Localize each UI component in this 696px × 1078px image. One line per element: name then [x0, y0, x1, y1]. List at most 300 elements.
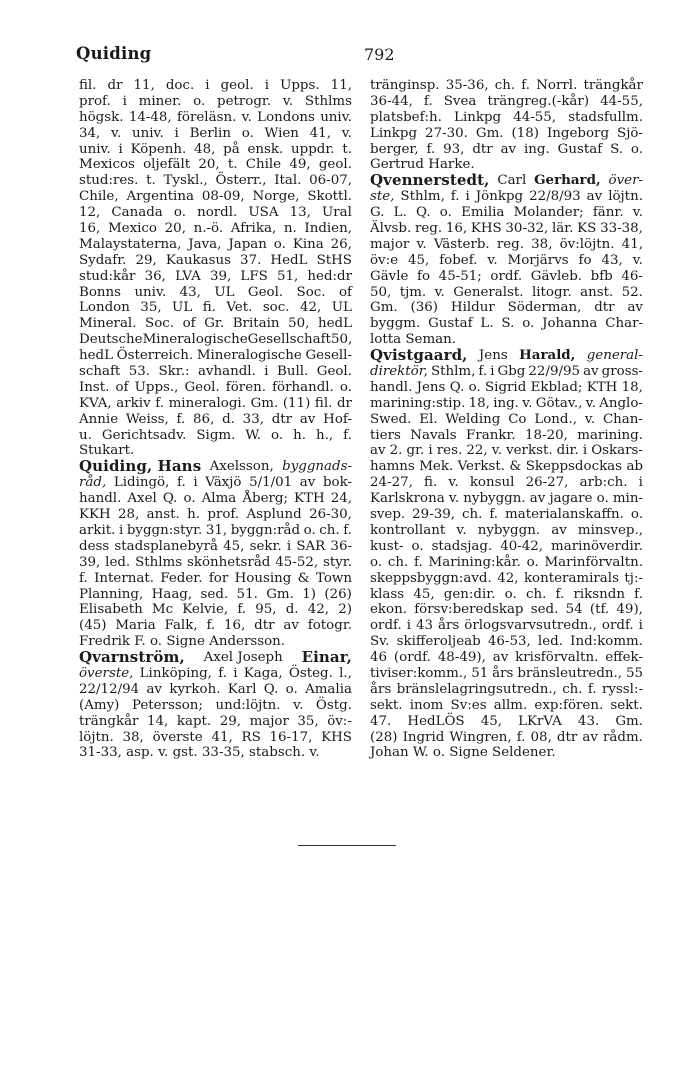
word: 18, [468, 395, 490, 411]
word: 16, [79, 221, 101, 237]
entry-callname: Einar, [301, 648, 352, 667]
word: Wingren, [449, 729, 512, 745]
word: v. [584, 411, 596, 427]
word: oljefält [143, 157, 191, 173]
text-line [370, 396, 643, 412]
word: KVA, [79, 395, 112, 411]
word: o. [273, 236, 286, 252]
word: Gm. [475, 125, 504, 141]
word: (36) [410, 300, 439, 316]
word: på [223, 141, 240, 157]
word: of [338, 284, 352, 300]
word: kapt. [176, 713, 212, 729]
word: Chan- [602, 411, 643, 427]
word: i [264, 78, 270, 93]
word: stud:res. [79, 173, 139, 189]
word: löjtn. [79, 729, 114, 745]
word: Bull. [277, 364, 309, 380]
word: Växjö [205, 475, 242, 491]
word: Q. [162, 491, 178, 507]
word: v. [585, 395, 596, 411]
word: ch. [319, 522, 340, 538]
word: Sjö- [617, 125, 643, 141]
word: Soc. [296, 284, 326, 300]
word: HedLÖS [407, 713, 465, 729]
word: Ingrid [402, 729, 445, 745]
word: und:löjtn. [215, 697, 281, 713]
word: Annie [79, 411, 119, 427]
word: ordf. [490, 268, 523, 284]
text-line [79, 348, 352, 364]
word: verkst. [506, 443, 553, 459]
entry-qvistgaard-harald [370, 348, 643, 761]
word: gen:dir. [443, 586, 496, 602]
word: tiviser:komm., [370, 665, 468, 681]
text-line [370, 428, 643, 444]
text-line [79, 714, 352, 730]
word: 33, [242, 411, 264, 427]
word: o. [630, 507, 643, 523]
word: 18-20, [525, 427, 568, 443]
word: kust- [370, 538, 404, 554]
text-line [79, 602, 352, 618]
word: Sv:es [450, 697, 487, 713]
text-line [370, 364, 643, 380]
word: anst. [146, 507, 180, 523]
text-line [79, 682, 352, 698]
word: 39, [209, 268, 232, 284]
word: petrogr. [217, 93, 272, 109]
word: o. [173, 205, 186, 221]
word: led. [537, 634, 563, 650]
entry-callname: Gerhard, [534, 172, 601, 189]
text-line [79, 205, 352, 221]
word: av [529, 491, 546, 507]
word: 24, [330, 491, 352, 507]
word: n. [283, 221, 297, 237]
word: dtr [254, 618, 275, 634]
word: Älvsb. [370, 221, 412, 237]
text-line [79, 332, 352, 348]
word: o. [596, 491, 609, 507]
word: univ. [79, 141, 111, 157]
word: tiers [370, 427, 401, 443]
word: 93, [443, 141, 465, 157]
right-column [370, 78, 643, 761]
text-line [79, 221, 352, 237]
word: Town [315, 570, 352, 586]
word: sekr. [249, 538, 282, 554]
word: o. [468, 379, 481, 395]
word: stud:kår [79, 268, 136, 284]
word: Fredrik [79, 634, 130, 650]
word: 51 [471, 665, 489, 681]
word: ab [626, 459, 643, 475]
word: Alma [201, 491, 237, 507]
word: Gesellschaft [247, 332, 331, 348]
word: of [182, 316, 196, 332]
word: Sydafr. [79, 252, 127, 268]
entry-title: över- [608, 173, 643, 189]
word: 86, [193, 411, 215, 427]
word: 29, [219, 713, 242, 729]
word: dess [79, 538, 110, 554]
word: krisförvaltn. [515, 650, 599, 666]
word: Londons [257, 109, 315, 125]
word: geol. [220, 78, 254, 93]
word: v. [456, 522, 467, 538]
word: Lond., [534, 411, 578, 427]
word: hedL [317, 316, 352, 332]
entry-qvennerstedt-gerhard [370, 173, 643, 348]
text-line [370, 539, 643, 555]
word: Hof- [323, 411, 352, 427]
word: öv:e [370, 252, 399, 268]
word: v. [305, 745, 320, 761]
word: Haag, [151, 586, 193, 602]
word: Mineral. [79, 316, 137, 332]
word: Java, [188, 236, 222, 252]
word: Kelvie, [182, 602, 229, 618]
word: o. [439, 205, 452, 221]
text-line [79, 698, 352, 714]
text-line [370, 650, 643, 666]
word: ch. [525, 586, 547, 602]
word: 30-32, [505, 221, 549, 237]
word: öv:- [327, 713, 352, 729]
word: överste [152, 729, 203, 745]
word: o. [428, 745, 445, 761]
text-line [370, 253, 643, 269]
text-line [79, 269, 352, 285]
word: Emilia [461, 205, 505, 221]
word: tränginsp. [370, 78, 440, 93]
word: tjm. [399, 284, 427, 300]
text-line [370, 189, 643, 205]
word: f. [176, 411, 186, 427]
word: råd, [79, 475, 107, 491]
word: Molander; [513, 205, 584, 221]
word: of [115, 379, 129, 395]
word: skeppsbyggn:avd. [370, 570, 492, 586]
word: reg. [496, 236, 524, 252]
word: KKH [79, 507, 111, 523]
word: prof. [79, 93, 111, 109]
word: örlogsvarvsutredn., [464, 618, 597, 634]
word: av [299, 475, 316, 491]
word: 20, [198, 157, 220, 173]
entry-name: Qvennerstedt, [370, 171, 490, 190]
word: (18) [511, 125, 540, 141]
word: Österreich. [116, 348, 194, 364]
word: Ital. [274, 173, 302, 189]
text-line [79, 428, 352, 444]
word: univ. [320, 109, 352, 125]
word: (11) [282, 395, 311, 411]
word: ste, [370, 189, 395, 205]
text-line [79, 587, 352, 603]
word: Sigrid [485, 379, 527, 395]
word: & [297, 570, 310, 586]
word: 36, [144, 268, 166, 284]
word: 22/9/95 [528, 364, 581, 380]
word: Chile [245, 157, 282, 173]
word: dtr [556, 729, 578, 745]
word: Mineralogische [196, 348, 302, 364]
word: f. [587, 681, 597, 697]
word: res. [436, 443, 463, 459]
word: av [146, 681, 163, 697]
text-line [79, 666, 352, 682]
word: Welding [445, 411, 501, 427]
word: nybyggn. [477, 522, 541, 538]
word: n.-ö. [193, 221, 224, 237]
text-line [79, 618, 352, 634]
word: Indien, [304, 221, 352, 237]
word: platsbef:h. [370, 109, 442, 125]
word: o. [285, 681, 298, 697]
word: SAR [296, 538, 326, 554]
word: av [551, 522, 567, 538]
text-line [370, 618, 643, 634]
word: löjtn. [608, 189, 643, 205]
word: 29, [135, 252, 157, 268]
word: RS [241, 729, 261, 745]
word: h. [187, 507, 201, 523]
end-rule [298, 845, 396, 846]
word: avhandl. [197, 364, 256, 380]
word: 42, [497, 570, 519, 586]
word: d. [285, 602, 299, 618]
word: berger, [370, 141, 419, 157]
text-line [370, 412, 643, 428]
text-line [79, 475, 352, 491]
text-line [79, 300, 352, 316]
word: Seldener. [487, 745, 556, 761]
word: av [583, 364, 599, 380]
word: 45-51; [438, 268, 482, 284]
word: förhandl. [272, 379, 334, 395]
word: 35-36, [445, 78, 489, 93]
word: fi. [202, 300, 216, 316]
word: Bonns [79, 284, 122, 300]
word: Malaystaterna, [79, 236, 182, 252]
word: i [582, 443, 588, 459]
word: Mineralogische [142, 332, 248, 348]
word: anst. [580, 284, 614, 300]
word: arkit. [79, 522, 116, 538]
word: 41, [309, 125, 331, 141]
word: KTH [586, 379, 618, 395]
text-line [370, 523, 643, 539]
word: dtr [271, 411, 293, 427]
word: marining. [577, 427, 643, 443]
word: 14-48, [128, 109, 172, 125]
word: i [406, 618, 412, 634]
text-line [79, 364, 352, 380]
word: byggm. [370, 316, 421, 332]
word: Andersson. [204, 634, 286, 650]
word: u. [79, 427, 92, 443]
word: litogr. [531, 284, 572, 300]
word: av [283, 618, 299, 634]
word: bränslelagringsutredn., [396, 681, 557, 697]
word: uppdr. [291, 141, 335, 157]
word: L. [480, 316, 494, 332]
word: av [500, 141, 517, 157]
word: W. [408, 745, 429, 761]
word: 50, [330, 332, 353, 348]
word: Mexico [107, 221, 157, 237]
word: for [208, 570, 229, 586]
word: skönhetsråd [186, 554, 271, 570]
word: öv:löjtn. [559, 236, 615, 252]
word: Upps. [280, 78, 320, 93]
word: Österr., [215, 173, 267, 189]
word: Gävle [370, 268, 409, 284]
word: major [370, 236, 410, 252]
word: 29-39, [412, 507, 456, 523]
text-line [79, 316, 352, 332]
word: Sthlm, [400, 189, 445, 205]
word: 36-44, [370, 93, 413, 109]
word: 1) [302, 586, 317, 602]
word: l., [339, 665, 352, 681]
word: Q. [449, 379, 465, 395]
word: Ingeborg [547, 125, 610, 141]
word: allm. [493, 697, 528, 713]
text-line [370, 555, 643, 571]
word: 39, [79, 554, 101, 570]
word: univ. [134, 284, 167, 300]
text-line [79, 555, 352, 571]
text-line [370, 475, 643, 491]
word: stadsfullm. [568, 109, 643, 125]
word: (tf. [589, 602, 610, 618]
word: styr. [322, 554, 352, 570]
word: hed:dr [307, 268, 352, 284]
word: 35, [140, 300, 162, 316]
word: 41, [211, 729, 233, 745]
word: Feder. [160, 570, 203, 586]
word: f. [176, 475, 186, 491]
word: i [233, 665, 238, 681]
word: KHS [470, 221, 502, 237]
word: års [492, 665, 514, 681]
word: Q. [263, 681, 279, 697]
word: fobef. [439, 252, 478, 268]
word: 14, [147, 713, 169, 729]
text-line [370, 730, 643, 746]
word: Linkpg [454, 109, 502, 125]
word: f. [343, 522, 352, 538]
word: Seman. [401, 332, 457, 348]
word: 47. [370, 713, 392, 729]
entry-headline [79, 459, 352, 475]
text-line [79, 110, 352, 126]
word: Berlin [189, 125, 231, 141]
word: i [465, 189, 470, 205]
word: f. [206, 618, 216, 634]
word: exp:fören. [534, 697, 604, 713]
word: S. [610, 141, 624, 157]
word: UL [331, 300, 352, 316]
word: jagare [549, 491, 593, 507]
word: dr [336, 395, 352, 411]
word: klass [370, 586, 405, 602]
word: 49, [289, 157, 311, 173]
word: f. [555, 586, 565, 602]
word: Marining:kår. [428, 554, 521, 570]
word: Q. [416, 205, 431, 221]
text-line [79, 157, 352, 173]
word: lär. [551, 221, 574, 237]
word: skifferoljeab [396, 634, 481, 650]
word: dir. [556, 443, 579, 459]
word: Gbg [497, 364, 526, 380]
word: Inst. [79, 379, 110, 395]
word: o. [504, 586, 517, 602]
word: Sv. [370, 634, 390, 650]
entry-body [370, 189, 643, 348]
text-line [79, 539, 352, 555]
word: Johanna [542, 316, 598, 332]
word: Morjärvs [507, 252, 569, 268]
word: fil. [314, 395, 333, 411]
word: 41, [621, 236, 643, 252]
word: inom [409, 697, 444, 713]
word: Söderman, [507, 300, 582, 316]
word: 53. [128, 364, 151, 380]
text-line [79, 571, 352, 587]
text-line [370, 443, 643, 459]
word: G. [370, 205, 385, 221]
word: v. [632, 252, 643, 268]
word: fotogr. [307, 618, 352, 634]
word: dtr [594, 300, 615, 316]
entry-callname: Harald, [519, 347, 576, 364]
word: W. [245, 427, 262, 443]
entry-given-names: Jens [478, 348, 508, 364]
text-line [370, 269, 643, 285]
word: 45-52, [275, 554, 319, 570]
entry-body [370, 364, 643, 761]
word: v. [416, 236, 427, 252]
word: LKrVA [518, 713, 562, 729]
word: i [118, 141, 123, 157]
word: sekt. [610, 697, 643, 713]
word: 22/8/93 [529, 189, 581, 205]
word: o. [526, 554, 539, 570]
word: arkiv [116, 395, 151, 411]
word: Gustaf [428, 316, 473, 332]
word: El. [419, 411, 438, 427]
text-line [79, 380, 352, 396]
word: kyrkoh. [169, 681, 221, 697]
word: LFS [240, 268, 268, 284]
word: major [249, 713, 289, 729]
word: 45, [407, 252, 430, 268]
entry-name: Qvarnström, [79, 648, 185, 667]
word: av [582, 729, 598, 745]
word: Östeg. [288, 665, 333, 681]
word: Weiss, [125, 411, 169, 427]
word: 43. [577, 713, 600, 729]
text-line [370, 110, 643, 126]
word: bränsleutredn., [517, 665, 623, 681]
word: o. [303, 522, 316, 538]
word: f. [489, 507, 499, 523]
